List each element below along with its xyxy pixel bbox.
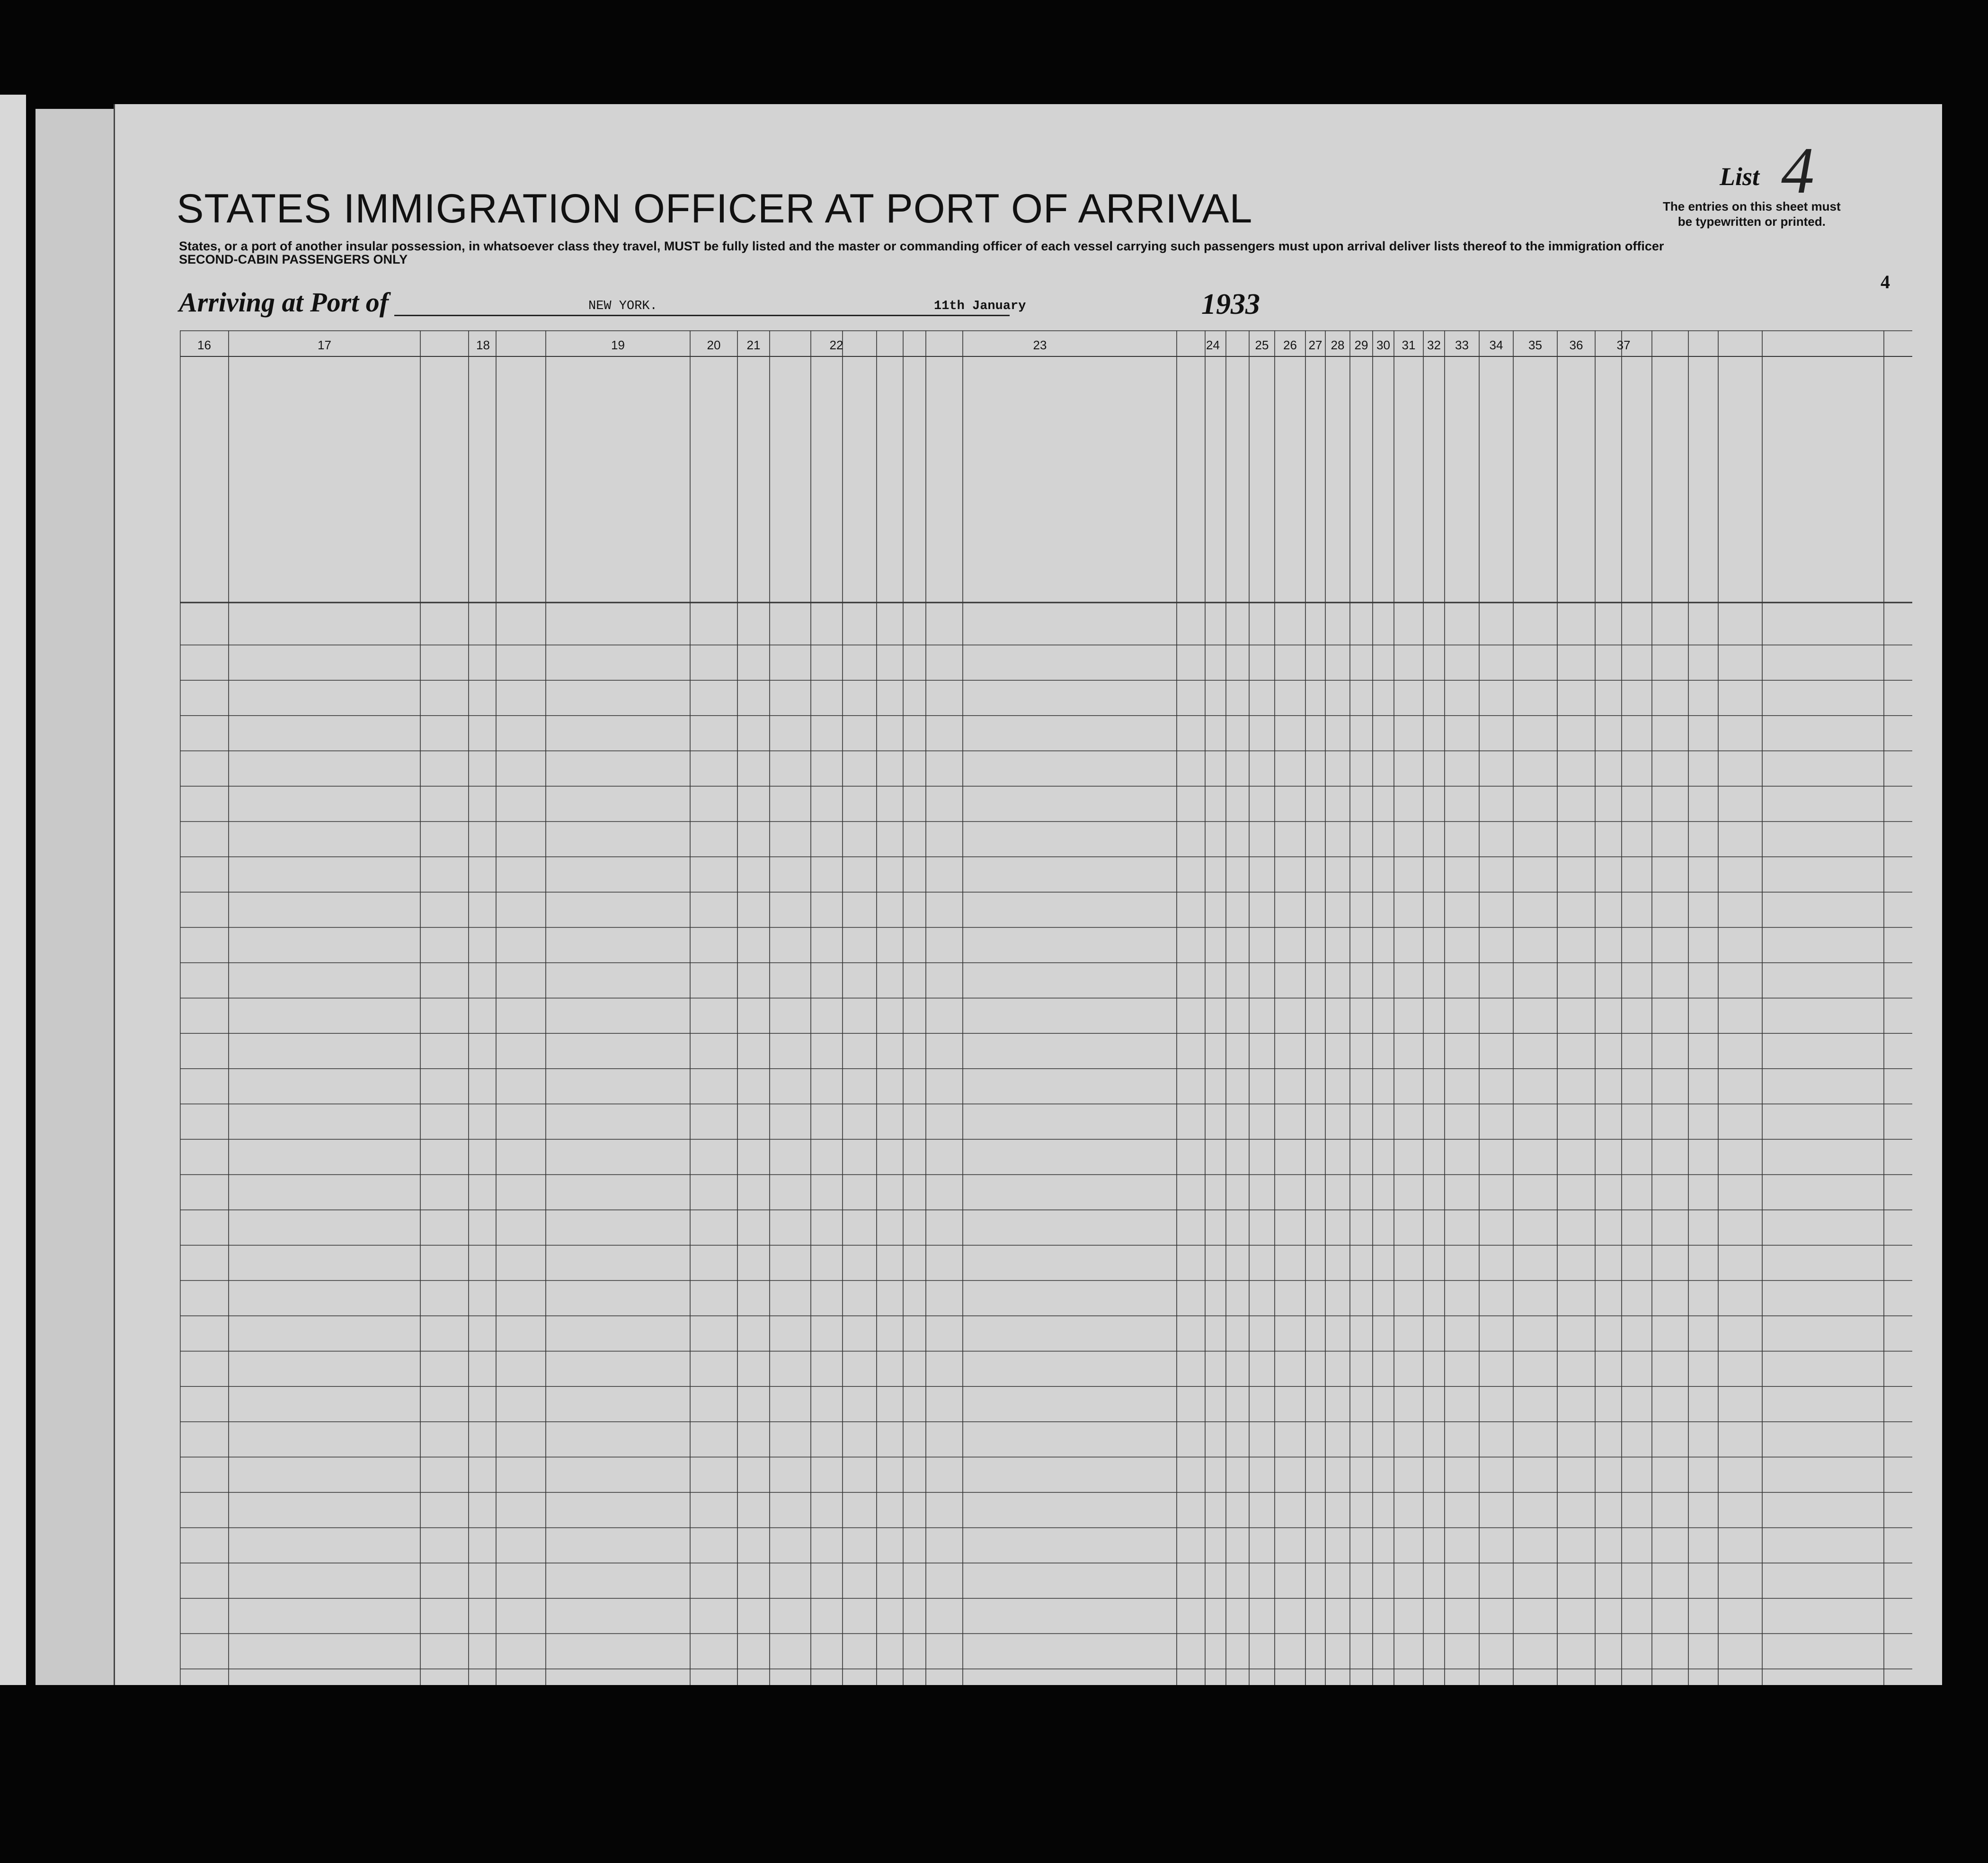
form-title: STATES IMMIGRATION OFFICER AT PORT OF ARRIVAL — [177, 186, 1253, 231]
column-number-30: 30 — [1376, 338, 1390, 352]
form-intro: States, or a port of another insular possession, in whatsoever class they travel, MUST be fully listed and the master or commanding officer of each vessel carrying such passengers must upon arrival deliver lists thereof to the immigration officer — [179, 239, 1664, 253]
column-number-23: 23 — [1033, 338, 1047, 352]
column-number-29: 29 — [1354, 338, 1368, 352]
page-number: 4 — [1881, 271, 1890, 293]
manifest-table — [180, 330, 1912, 1731]
column-number-36: 36 — [1569, 338, 1583, 352]
adjacent-page-edge — [0, 95, 26, 1780]
column-number-34: 34 — [1489, 338, 1503, 352]
year-prefix: 19 — [1201, 288, 1231, 320]
column-number-26: 26 — [1283, 338, 1297, 352]
arrival-date: 11th January — [934, 299, 1026, 313]
port-of-arrival: NEW YORK. — [588, 299, 657, 313]
cabin-class: SECOND-CABIN PASSENGERS ONLY — [179, 252, 408, 266]
scan-border — [0, 1685, 1988, 1863]
port-underline — [394, 315, 1010, 316]
column-number-27: 27 — [1308, 338, 1322, 352]
column-number-18: 18 — [476, 338, 490, 352]
list-note — [1663, 199, 1841, 229]
manifest-page — [114, 104, 1942, 1770]
column-number-28: 28 — [1331, 338, 1345, 352]
column-number-20: 20 — [707, 338, 721, 352]
column-number-21: 21 — [746, 338, 761, 352]
list-number: 4 — [1781, 134, 1814, 207]
column-number-31: 31 — [1402, 338, 1416, 352]
column-number-32: 32 — [1427, 338, 1441, 352]
column-number-16: 16 — [197, 338, 211, 352]
arrival-year — [1201, 288, 1260, 321]
column-number-37: 37 — [1616, 338, 1631, 352]
column-number-17: 17 — [318, 338, 331, 352]
column-number-22: 22 — [829, 338, 843, 352]
column-number-33: 33 — [1455, 338, 1469, 352]
list-note-line1: The entries on this sheet must — [1663, 199, 1841, 213]
list-note-line2: be typewritten or printed. — [1677, 214, 1826, 229]
column-number-35: 35 — [1528, 338, 1542, 352]
column-number-24: 24 — [1206, 338, 1220, 352]
column-number-19: 19 — [611, 338, 625, 352]
year-suffix: 33 — [1231, 288, 1260, 320]
arriving-label: Arriving at Port of — [179, 287, 389, 318]
list-label: List — [1720, 162, 1760, 191]
adjacent-page-strip — [36, 109, 114, 1780]
column-number-25: 25 — [1255, 338, 1269, 352]
